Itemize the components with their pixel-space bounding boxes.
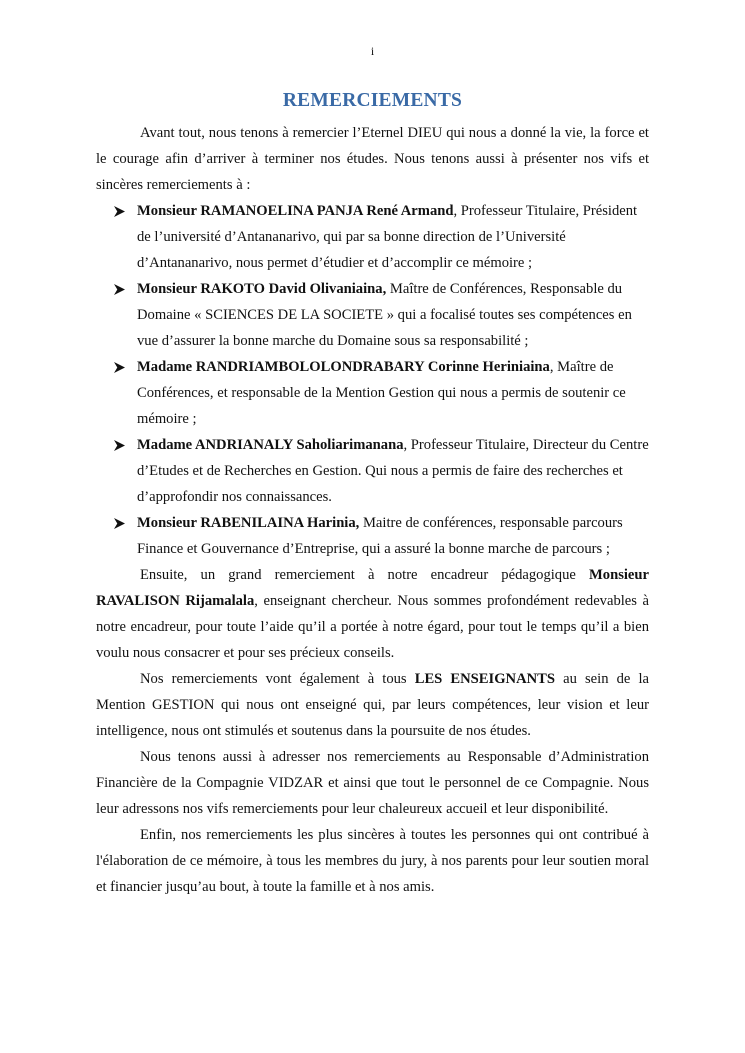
list-item [96,432,649,510]
acknowledgement-list [96,198,649,562]
arrow-bullet-icon [114,354,128,380]
arrow-bullet-icon [114,510,128,536]
company-paragraph: Nous tenons aussi à adresser nos remerciements au Responsable d’Administration Financière de la Compagnie VIDZAR et ainsi que tout le personnel de ce Compagnie. Nous leur adressons nos vifs remerciements pour leur chaleureux accueil et leur disponibilité. [96,749,649,817]
intro-paragraph: Avant tout, nous tenons à remercier l’Eternel DIEU qui nous a donné la vie, la force et le courage afin d’arriver à terminer nos études. Nous tenons aussi à présenter nos vifs et sincères remerciements à : [96,125,649,193]
supervisor-name: Monsieur RAVALISON Rijamalala [96,567,649,609]
page-title: REMERCIEMENTS [282,90,463,111]
paragraph-text: Ensuite, un grand remerciement à notre encadreur pédagogique [140,567,589,583]
paragraph-text: , enseignant chercheur. Nous sommes profondément redevables à notre encadreur, pour toute l’aide qu’il a portée à notre égard, pour tout le temps qu’il a bien voulu nous consacrer et pour ses précieux conseils. [96,593,649,661]
page-number: i [370,44,375,58]
supervisor-paragraph [96,562,649,666]
document-body [96,120,649,900]
person-name: Madame ANDRIANALY Saholiarimanana [137,437,404,453]
person-role: Maitre de conférences, responsable parcours Finance et Gouvernance d’Entreprise, qui a assuré la bonne marche de parcours ; [137,515,623,557]
arrow-bullet-icon [114,198,128,224]
person-name: Monsieur RABENILAINA Harinia, [137,515,360,531]
teachers-label: LES ENSEIGNANTS [414,671,556,687]
teachers-paragraph [96,666,649,744]
person-role: , Maître de Conférences, et responsable de la Mention Gestion qui nous a permis de soutenir ce mémoire ; [137,359,626,427]
list-item [96,354,649,432]
list-item [96,510,649,562]
arrow-bullet-icon [114,432,128,458]
paragraph-text: au sein de la Mention GESTION qui nous ont enseigné qui, par leurs compétences, leur vision et leur intelligence, nous ont stimulés et soutenus dans la poursuite de nos études. [96,671,650,739]
closing-paragraph: Enfin, nos remerciements les plus sincères à toutes les personnes qui ont contribué à l'élaboration de ce mémoire, à tous les membres du jury, à nos parents pour leur soutien moral et financier jusqu’au bout, à toute la famille et à nos amis. [96,827,649,895]
list-item [96,198,649,276]
person-name: Madame RANDRIAMBOLOLONDRABARY Corinne Heriniaina [137,359,550,375]
person-name: Monsieur RAKOTO David Olivaniaina, [137,281,387,297]
person-role: Maître de Conférences, Responsable du Domaine « SCIENCES DE LA SOCIETE » qui a focalisé toutes ses compétences en vue d’assurer la bonne marche du Domaine sous sa responsabilité ; [137,281,632,349]
person-name: Monsieur RAMANOELINA PANJA René Armand [137,203,454,219]
arrow-bullet-icon [114,276,128,302]
list-item [96,276,649,354]
paragraph-text: Nos remerciements vont également à tous [140,671,415,687]
person-role: , Professeur Titulaire, Directeur du Centre d’Etudes et de Recherches en Gestion. Qui nous a permis de faire des recherches et d’approfondir nos connaissances. [137,437,649,505]
person-role: , Professeur Titulaire, Président de l’université d’Antananarivo, qui par sa bonne direction de l’Université d’Antananarivo, nous permet d’étudier et d’accomplir ce mémoire ; [137,203,638,271]
